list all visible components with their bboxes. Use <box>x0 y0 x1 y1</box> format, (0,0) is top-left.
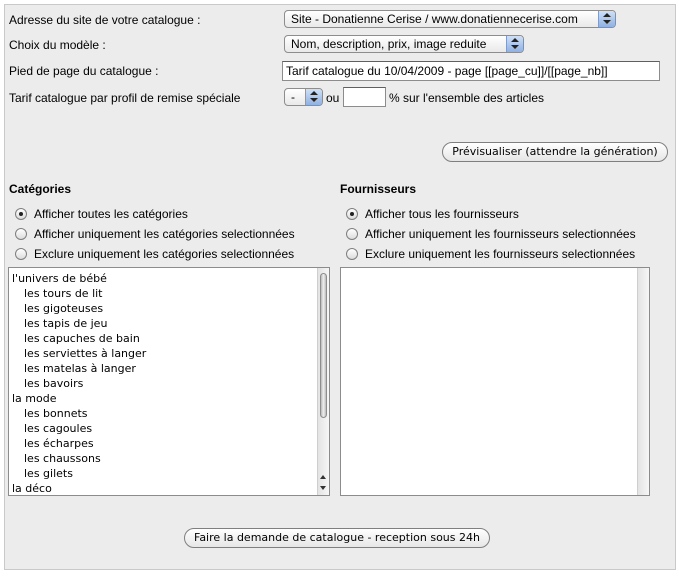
list-item[interactable]: les écharpes <box>24 437 94 450</box>
select-arrows-icon <box>305 89 322 105</box>
list-item[interactable]: la déco <box>12 482 52 495</box>
radio-button-icon[interactable] <box>346 208 358 220</box>
list-item[interactable]: les serviettes à langer <box>24 347 147 360</box>
scroll-down-icon[interactable] <box>320 486 326 490</box>
suppliers-heading: Fournisseurs <box>340 182 417 196</box>
list-item[interactable]: les cagoules <box>24 422 93 435</box>
scroll-up-icon[interactable] <box>320 475 326 479</box>
suppliers-listbox[interactable] <box>340 267 650 496</box>
list-item[interactable]: les tapis de jeu <box>24 317 108 330</box>
model-select-value: Nom, description, prix, image reduite <box>291 37 487 51</box>
categories-scroll-thumb[interactable] <box>320 273 327 418</box>
tarif-select-value: - <box>291 90 295 104</box>
list-item[interactable]: l'univers de bébé <box>12 272 107 285</box>
list-item[interactable]: la mode <box>12 392 57 405</box>
model-select[interactable] <box>284 35 524 53</box>
radio-button-icon[interactable] <box>15 228 27 240</box>
radio-button-icon[interactable] <box>15 248 27 260</box>
percent-label: % sur l'ensemble des articles <box>389 91 545 105</box>
suppliers-scrollbar[interactable] <box>637 268 649 495</box>
list-item[interactable]: les matelas à langer <box>24 362 136 375</box>
list-item[interactable]: les capuches de bain <box>24 332 140 345</box>
radio-button-icon[interactable] <box>346 228 358 240</box>
site-label: Adresse du site de votre catalogue : <box>9 13 201 27</box>
categories-scrollbar[interactable] <box>317 268 329 495</box>
ou-label: ou <box>326 91 340 105</box>
list-item[interactable]: les gilets <box>24 467 73 480</box>
preview-button[interactable]: Prévisualiser (attendre la génération) <box>442 142 668 162</box>
list-item[interactable]: les chaussons <box>24 452 101 465</box>
select-arrows-icon <box>598 11 615 27</box>
model-label: Choix du modèle : <box>9 38 106 52</box>
radio-button-icon[interactable] <box>346 248 358 260</box>
tarif-label: Tarif catalogue par profil de remise spéciale <box>9 91 241 105</box>
percent-input[interactable] <box>343 87 386 107</box>
radio-label: Afficher uniquement les catégories selectionnées <box>34 227 295 241</box>
site-select-value: Site - Donatienne Cerise / www.donatiennecerise.com <box>291 12 578 26</box>
list-item[interactable]: les gigoteuses <box>24 302 104 315</box>
categories-listbox[interactable] <box>8 267 330 496</box>
radio-button-icon[interactable] <box>15 208 27 220</box>
list-item[interactable]: les tours de lit <box>24 287 103 300</box>
footer-label: Pied de page du catalogue : <box>9 64 159 78</box>
submit-catalogue-button[interactable]: Faire la demande de catalogue - reception sous 24h <box>184 528 490 548</box>
radio-label: Afficher uniquement les fournisseurs selectionnées <box>365 227 636 241</box>
radio-label: Exclure uniquement les catégories selectionnées <box>34 247 295 261</box>
footer-input[interactable]: Tarif catalogue du 10/04/2009 - page [[page_cu]]/[[page_nb]] <box>282 61 660 81</box>
categories-heading: Catégories <box>9 182 72 196</box>
radio-label: Exclure uniquement les fournisseurs selectionnées <box>365 247 636 261</box>
site-select[interactable] <box>284 10 616 28</box>
list-item[interactable]: les bonnets <box>24 407 88 420</box>
radio-label: Afficher tous les fournisseurs <box>365 207 519 221</box>
list-item[interactable]: les bavoirs <box>24 377 84 390</box>
radio-label: Afficher toutes les catégories <box>34 207 188 221</box>
tarif-profile-select[interactable] <box>284 88 323 106</box>
select-arrows-icon <box>506 36 523 52</box>
